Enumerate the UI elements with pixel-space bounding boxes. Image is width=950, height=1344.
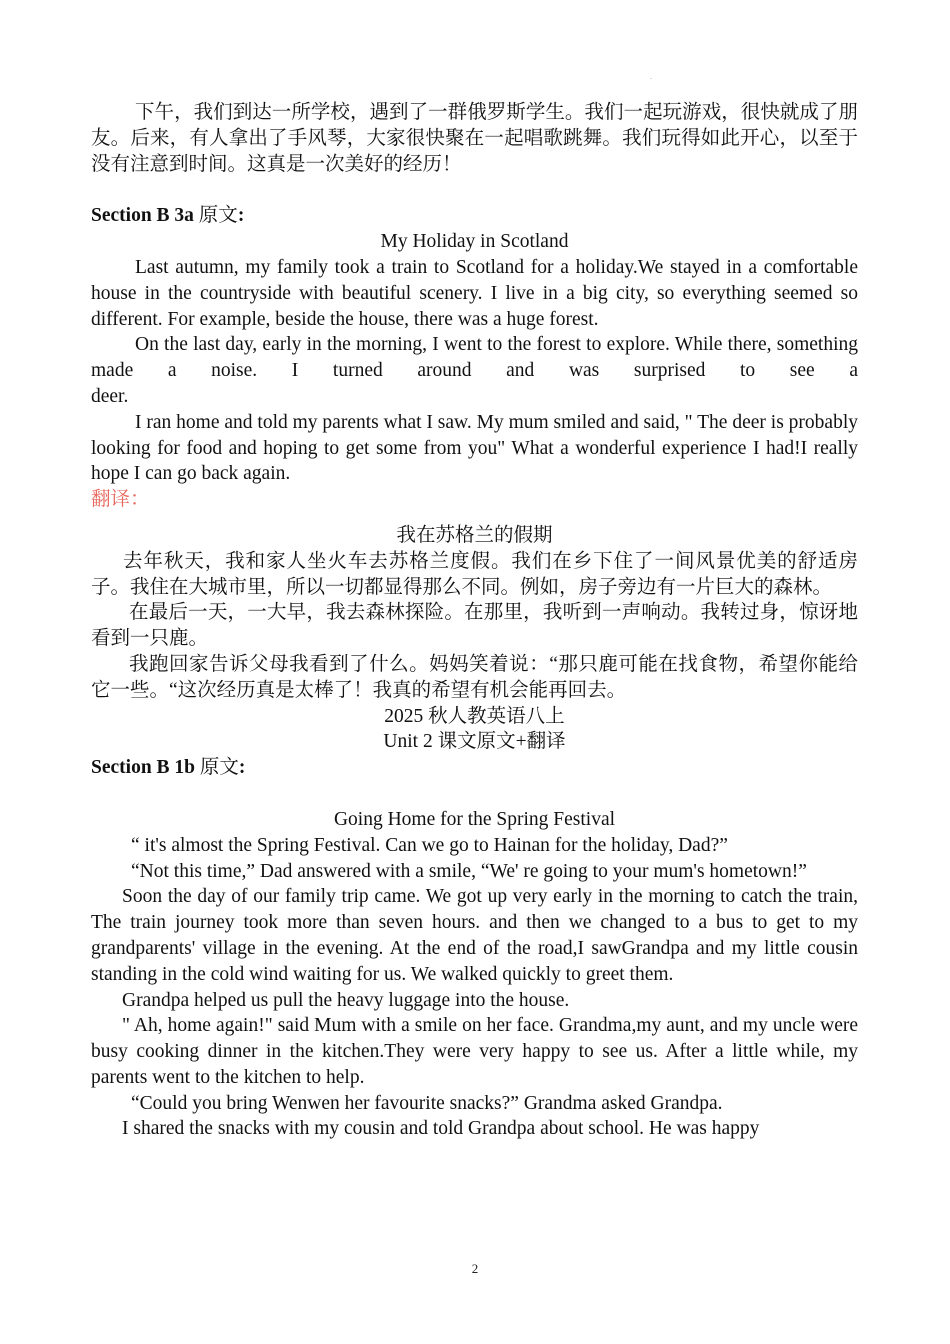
section-heading-en: Section B 1b: [91, 757, 196, 779]
section-heading-1b: [91, 755, 858, 781]
story-title: Going Home for the Spring Festival: [333, 808, 616, 830]
scan-mark: .: [650, 72, 652, 81]
story-paragraph: On the last day, early in the morning, I went to the forest to explore. While there, something made a noise. I turned around and was surprised to see a: [91, 334, 858, 382]
section-heading-en: Section B 3a: [91, 205, 194, 227]
document-title: 2025 秋人教英语八上: [384, 705, 565, 727]
story-paragraph: Soon the day of our family trip came. We got up very early in the morning to catch the train, The train journey took more than seven hours. and then we changed to a bus to get to my grandparents' village in the evening. At the end of the road,I sawGrandpa and my little cousin standing in the cold wind waiting for us. We walked quickly to greet them.: [91, 886, 858, 985]
story-paragraph: “Not this time,” Dad answered with a smile, “We' re going to your mum's hometown!”: [131, 860, 807, 882]
translation-paragraph: 去年秋天，我和家人坐火车去苏格兰度假。我们在乡下住了一间风景优美的舒适房子。我住在大城市里，所以一切都显得那么不同。例如，房子旁边有一片巨大的森林。: [91, 550, 858, 598]
story-paragraph: “Could you bring Wenwen her favourite snacks?” Grandma asked Grandpa.: [131, 1092, 723, 1114]
story-paragraph: " Ah, home again!" said Mum with a smile on her face. Grandma,my aunt, and my uncle were busy cooking dinner in the kitchen.They were very happy to see us. After a little while, my parents went to the kitchen to help.: [91, 1015, 858, 1088]
story-paragraph: Grandpa helped us pull the heavy luggage into the house.: [122, 989, 570, 1011]
chinese-paragraph: 下午，我们到达一所学校，遇到了一群俄罗斯学生。我们一起玩游戏，很快就成了朋友。后来，有人拿出了手风琴，大家很快聚在一起唱歌跳舞。我们玩得如此开心，以至于没有注意到时间。这真是一次美好的经历！: [91, 102, 858, 175]
story-title: My Holiday in Scotland: [380, 231, 569, 253]
section-heading-3a: [91, 203, 858, 229]
translation-label: 翻译：: [91, 489, 150, 511]
document-subtitle: Unit 2 课文原文+翻译: [383, 731, 566, 753]
story-paragraph: Last autumn, my family took a train to Scotland for a holiday.We stayed in a comfortable house in the countryside with beautiful scenery. I live in a big city, so everything seemed so different. For example, beside the house, there was a huge forest.: [91, 256, 858, 330]
translation-paragraph: 在最后一天，一大早，我去森林探险。在那里，我听到一声响动。我转过身，惊讶地看到一只鹿。: [91, 602, 858, 650]
page-number: 2: [471, 1261, 479, 1276]
story-paragraph: I ran home and told my parents what I saw. My mum smiled and said, " The deer is probably looking for food and hoping to get some from you" What a wonderful experience I had!I really hope I can go back again.: [91, 411, 858, 485]
story-paragraph: “ it's almost the Spring Festival. Can we go to Hainan for the holiday, Dad?”: [131, 834, 728, 856]
section-heading-cn: 原文: [198, 205, 238, 227]
translation-paragraph: 我跑回家告诉父母我看到了什么。妈妈笑着说：“那只鹿可能在找食物，希望你能给它一些。“这次经历真是太棒了！我真的希望有机会能再回去。: [91, 653, 858, 701]
heading-colon: :: [238, 757, 246, 779]
document-page: [91, 100, 858, 1142]
section-heading-cn: 原文: [199, 757, 239, 779]
translation-title: 我在苏格兰的假期: [396, 524, 553, 546]
story-paragraph: I shared the snacks with my cousin and told Grandpa about school. He was happy: [122, 1118, 760, 1140]
story-paragraph: deer.: [91, 385, 129, 407]
heading-colon: :: [237, 205, 245, 227]
